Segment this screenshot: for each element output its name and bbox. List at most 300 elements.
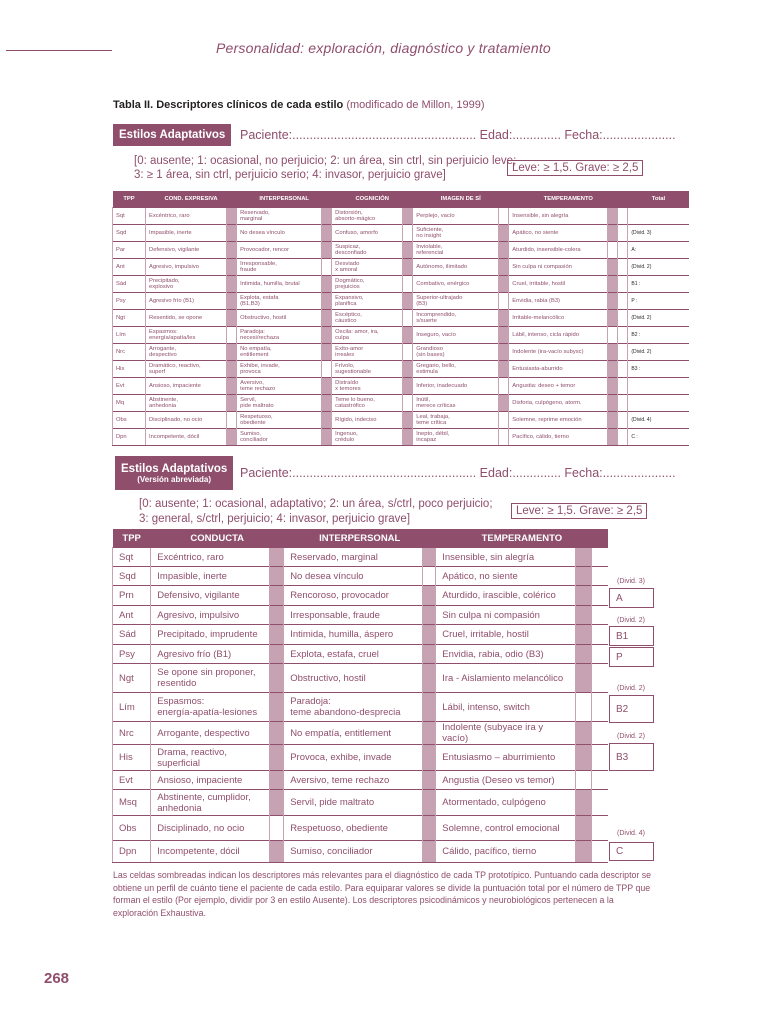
score-cell[interactable] bbox=[618, 208, 628, 225]
tpp-cell: Ant bbox=[113, 606, 151, 625]
descriptor-cell: Provoca, exhibe, invade bbox=[284, 745, 423, 771]
score-cell[interactable] bbox=[270, 645, 284, 664]
score-cell[interactable] bbox=[576, 606, 592, 625]
table-row bbox=[113, 327, 690, 344]
score-cell[interactable] bbox=[270, 567, 284, 586]
descriptor-cell: Aversivo, teme rechazo bbox=[237, 378, 322, 395]
page-number: 268 bbox=[44, 970, 70, 987]
table-row bbox=[113, 586, 609, 606]
score-cell[interactable] bbox=[608, 276, 618, 293]
descriptor-cell: Drama, reactivo, superficial bbox=[151, 745, 270, 771]
score-cell[interactable] bbox=[322, 310, 332, 327]
descriptor-cell: Envidia, rabia, odio (B3) bbox=[436, 645, 576, 664]
score-cell[interactable] bbox=[403, 378, 413, 395]
descriptor-cell: Inseguro, vacío bbox=[413, 327, 499, 344]
score-cell[interactable] bbox=[499, 293, 509, 310]
descriptor-cell: No desea vínculo bbox=[284, 567, 423, 586]
score-cell[interactable] bbox=[423, 625, 436, 645]
score-cell[interactable] bbox=[618, 327, 628, 344]
score-cell[interactable] bbox=[608, 412, 618, 429]
section2-table bbox=[112, 529, 608, 863]
descriptor-cell: Ansioso, impaciente bbox=[146, 378, 227, 395]
score-cell[interactable] bbox=[403, 412, 413, 429]
section2-scale-text bbox=[139, 497, 493, 527]
score-cell[interactable] bbox=[592, 693, 608, 722]
score-cell[interactable] bbox=[592, 548, 608, 567]
descriptor-cell: Exito-amor irreales bbox=[332, 344, 403, 361]
divisor-label: (Divid. 4) bbox=[617, 830, 646, 837]
section2-table-header bbox=[113, 529, 609, 548]
tpp-cell: Evt bbox=[113, 378, 146, 395]
score-cell[interactable] bbox=[608, 429, 618, 446]
score-cell[interactable] bbox=[618, 395, 628, 412]
total-cell: (Divid. 3) bbox=[628, 225, 689, 242]
score-cell[interactable] bbox=[227, 429, 237, 446]
table-row bbox=[113, 310, 690, 327]
total-cell: P : bbox=[628, 293, 689, 310]
score-cell[interactable] bbox=[227, 310, 237, 327]
score-cell[interactable] bbox=[576, 586, 592, 606]
tpp-cell: Sqt bbox=[113, 548, 151, 567]
descriptor-cell: Inferior, inadecuado bbox=[413, 378, 499, 395]
score-cell[interactable] bbox=[499, 208, 509, 225]
table-row bbox=[113, 293, 690, 310]
score-cell[interactable] bbox=[618, 225, 628, 242]
table-row bbox=[113, 378, 690, 395]
score-cell[interactable] bbox=[270, 606, 284, 625]
score-cell[interactable] bbox=[499, 327, 509, 344]
descriptor-cell: Cruel, irritable, hostil bbox=[436, 625, 576, 645]
col-total: Total bbox=[628, 191, 689, 208]
col2-tpp: TPP bbox=[113, 529, 151, 548]
descriptor-cell: Disciplinado, no ocio bbox=[146, 412, 227, 429]
descriptor-cell: Se opone sin proponer, resentido bbox=[151, 664, 270, 693]
score-cell[interactable] bbox=[403, 276, 413, 293]
score-cell[interactable] bbox=[423, 816, 436, 841]
score-cell[interactable] bbox=[227, 276, 237, 293]
score-cell[interactable] bbox=[423, 567, 436, 586]
total-cell: C : bbox=[628, 429, 689, 446]
table-title-note: (modificado de Millon, 1999) bbox=[346, 99, 485, 111]
descriptor-cell: Sumiso, conciliador bbox=[237, 429, 322, 446]
score-cell[interactable] bbox=[227, 293, 237, 310]
col2-conducta: CONDUCTA bbox=[151, 529, 284, 548]
descriptor-cell: Impasible, inerte bbox=[151, 567, 270, 586]
score-cell[interactable] bbox=[403, 429, 413, 446]
col-cond-expresiva: COND. EXPRESIVA bbox=[146, 191, 237, 208]
score-cell[interactable] bbox=[576, 722, 592, 745]
score-cell[interactable] bbox=[322, 242, 332, 259]
descriptor-cell: Paradoja: necesi/rechaza bbox=[237, 327, 322, 344]
score-cell[interactable] bbox=[608, 361, 618, 378]
descriptor-cell: Arrogante, despectivo bbox=[146, 344, 227, 361]
score-cell[interactable] bbox=[608, 242, 618, 259]
score-cell[interactable] bbox=[403, 395, 413, 412]
table-row bbox=[113, 567, 609, 586]
score-cell[interactable] bbox=[270, 722, 284, 745]
descriptor-cell: Abstinente, cumplidor, anhedonia bbox=[151, 790, 270, 816]
table-row bbox=[113, 548, 609, 567]
tpp-cell: Psy bbox=[113, 293, 146, 310]
descriptor-cell: Defensivo, vigilante bbox=[151, 586, 270, 606]
descriptor-cell: Excéntrico, raro bbox=[146, 208, 227, 225]
score-cell[interactable] bbox=[423, 745, 436, 771]
score-cell[interactable] bbox=[618, 344, 628, 361]
descriptor-cell: Paradoja: teme abandono-desprecia bbox=[284, 693, 423, 722]
table-row bbox=[113, 606, 609, 625]
score-cell[interactable] bbox=[270, 771, 284, 790]
descriptor-cell: Insensible, sin alegría bbox=[509, 208, 608, 225]
tpp-cell: Ant bbox=[113, 259, 146, 276]
score-cell[interactable] bbox=[618, 242, 628, 259]
score-cell[interactable] bbox=[576, 664, 592, 693]
score-cell[interactable] bbox=[499, 276, 509, 293]
score-cell[interactable] bbox=[227, 344, 237, 361]
score-cell[interactable] bbox=[592, 645, 608, 664]
score-cell[interactable] bbox=[322, 361, 332, 378]
descriptor-cell: Gregario, bello, estimula bbox=[413, 361, 499, 378]
descriptor-cell: Indolente (ira-vacío subysc) bbox=[509, 344, 608, 361]
descriptor-cell: Ansioso, impaciente bbox=[151, 771, 270, 790]
score-cell[interactable] bbox=[592, 722, 608, 745]
score-cell[interactable] bbox=[592, 841, 608, 863]
score-cell[interactable] bbox=[608, 378, 618, 395]
descriptor-cell: Explota, estafa (B1,B3) bbox=[237, 293, 322, 310]
col-cognicion: COGNICIÓN bbox=[332, 191, 413, 208]
tpp-cell: Sqt bbox=[113, 208, 146, 225]
tpp-cell: Ngt bbox=[113, 664, 151, 693]
col2-temperamento: TEMPERAMENTO bbox=[436, 529, 608, 548]
score-cell[interactable] bbox=[270, 693, 284, 722]
table-row bbox=[113, 816, 609, 841]
tpp-cell: Ngt bbox=[113, 310, 146, 327]
score-cell[interactable] bbox=[592, 625, 608, 645]
score-cell[interactable] bbox=[322, 429, 332, 446]
descriptor-cell: Suspicaz, desconfiado bbox=[332, 242, 403, 259]
score-cell[interactable] bbox=[608, 259, 618, 276]
score-cell[interactable] bbox=[227, 208, 237, 225]
descriptor-cell: Aturdido, insensible-colera bbox=[509, 242, 608, 259]
descriptor-cell: Cálido, pacífico, tierno bbox=[436, 841, 576, 863]
score-cell[interactable] bbox=[618, 429, 628, 446]
table-row bbox=[113, 771, 609, 790]
descriptor-cell: Disforia, culpógeno, atorm. bbox=[509, 395, 608, 412]
total-cell bbox=[628, 378, 689, 395]
score-cell[interactable] bbox=[576, 841, 592, 863]
table-row bbox=[113, 693, 609, 722]
score-cell[interactable] bbox=[403, 225, 413, 242]
descriptor-cell: Lábil, intenso, switch bbox=[436, 693, 576, 722]
score-cell[interactable] bbox=[322, 276, 332, 293]
descriptor-cell: Provocador, rencor bbox=[237, 242, 322, 259]
score-cell[interactable] bbox=[227, 412, 237, 429]
divisor-label: (Divid. 2) bbox=[617, 617, 646, 624]
score-cell[interactable] bbox=[270, 841, 284, 863]
score-cell[interactable] bbox=[618, 259, 628, 276]
descriptor-cell: Oscila: amor, ira, culpa bbox=[332, 327, 403, 344]
score-cell[interactable] bbox=[592, 664, 608, 693]
score-cell[interactable] bbox=[322, 344, 332, 361]
score-cell[interactable] bbox=[608, 327, 618, 344]
score-cell[interactable] bbox=[423, 841, 436, 863]
descriptor-cell: Disciplinado, no ocio bbox=[151, 816, 270, 841]
descriptor-cell: Obstructivo, hostil bbox=[237, 310, 322, 327]
descriptor-cell: Inviolable, referencial bbox=[413, 242, 499, 259]
descriptor-cell: Suficiente, no insight bbox=[413, 225, 499, 242]
descriptor-cell: Lábil, intenso, cicla rápido bbox=[509, 327, 608, 344]
table-row bbox=[113, 208, 690, 225]
descriptor-cell: Intimida, humilla, áspero bbox=[284, 625, 423, 645]
table-row bbox=[113, 412, 690, 429]
score-cell[interactable] bbox=[592, 816, 608, 841]
score-cell[interactable] bbox=[227, 225, 237, 242]
score-cell[interactable] bbox=[618, 378, 628, 395]
score-cell[interactable] bbox=[576, 693, 592, 722]
descriptor-cell: Exhibe, invade, provoca bbox=[237, 361, 322, 378]
section1-scale-line1: [0: ausente; 1: ocasional, no perjuicio; 2: un área, sin ctrl, sin perjuicio leve; bbox=[134, 155, 517, 167]
section2-scale-line1: [0: ausente; 1: ocasional, adaptativo; 2: un área, s/ctrl, poco perjuicio; bbox=[139, 498, 493, 510]
descriptor-cell: Incompetente, dócil bbox=[151, 841, 270, 863]
score-cell[interactable] bbox=[322, 293, 332, 310]
descriptor-cell: Excéntrico, raro bbox=[151, 548, 270, 567]
descriptor-cell: Teme lo bueno, catastrófico bbox=[332, 395, 403, 412]
descriptor-cell: Agresivo frío (B1) bbox=[151, 645, 270, 664]
score-cell[interactable] bbox=[499, 378, 509, 395]
score-cell[interactable] bbox=[403, 242, 413, 259]
tpp-cell: Psy bbox=[113, 645, 151, 664]
score-cell[interactable] bbox=[227, 395, 237, 412]
descriptor-cell: Reservado, marginal bbox=[284, 548, 423, 567]
score-cell[interactable] bbox=[576, 645, 592, 664]
descriptor-cell: Distraído x temores bbox=[332, 378, 403, 395]
col2-interpersonal: INTERPERSONAL bbox=[284, 529, 436, 548]
total-cell bbox=[628, 208, 689, 225]
score-cell[interactable] bbox=[403, 208, 413, 225]
score-cell[interactable] bbox=[270, 816, 284, 841]
descriptor-cell: Sin culpa ni compasión bbox=[436, 606, 576, 625]
total-cell: (Divid. 2) bbox=[628, 259, 689, 276]
score-cell[interactable] bbox=[499, 344, 509, 361]
score-cell[interactable] bbox=[403, 344, 413, 361]
tpp-cell: Lím bbox=[113, 693, 151, 722]
score-cell[interactable] bbox=[423, 606, 436, 625]
descriptor-cell: Inútil, merece críticas bbox=[413, 395, 499, 412]
score-cell[interactable] bbox=[270, 664, 284, 693]
score-cell[interactable] bbox=[423, 548, 436, 567]
tpp-cell: Dpn bbox=[113, 841, 151, 863]
descriptor-cell: Aversivo, teme rechazo bbox=[284, 771, 423, 790]
score-cell[interactable] bbox=[499, 412, 509, 429]
score-cell[interactable] bbox=[576, 625, 592, 645]
descriptor-cell: Irresponsable, fraude bbox=[284, 606, 423, 625]
section1-threshold-box: Leve: ≥ 1,5. Grave: ≥ 2,5 bbox=[507, 160, 643, 176]
total-cell: B3 : bbox=[628, 361, 689, 378]
score-cell[interactable] bbox=[270, 790, 284, 816]
table-title-text: Tabla II. Descriptores clínicos de cada estilo bbox=[113, 99, 344, 111]
score-cell[interactable] bbox=[227, 259, 237, 276]
score-cell[interactable] bbox=[608, 293, 618, 310]
score-box-b2: B2 bbox=[609, 695, 654, 723]
score-cell[interactable] bbox=[499, 259, 509, 276]
score-cell[interactable] bbox=[227, 242, 237, 259]
section2-scale-line2: 3: general, s/ctrl, perjuicio; 4: invasor, perjuicio grave] bbox=[139, 513, 411, 525]
tpp-cell: Sád bbox=[113, 276, 146, 293]
table-row bbox=[113, 664, 609, 693]
score-cell[interactable] bbox=[576, 548, 592, 567]
score-cell[interactable] bbox=[608, 395, 618, 412]
tpp-cell: Msq bbox=[113, 790, 151, 816]
descriptor-cell: Sumiso, conciliador bbox=[284, 841, 423, 863]
descriptor-cell: Agresivo, impulsivo bbox=[151, 606, 270, 625]
score-box-b3: B3 bbox=[609, 743, 654, 771]
score-cell[interactable] bbox=[592, 771, 608, 790]
score-cell[interactable] bbox=[322, 327, 332, 344]
score-cell[interactable] bbox=[499, 395, 509, 412]
score-cell[interactable] bbox=[592, 567, 608, 586]
descriptor-cell: Entusiasta-aburrido bbox=[509, 361, 608, 378]
descriptor-cell: Confuso, amorfo bbox=[332, 225, 403, 242]
score-cell[interactable] bbox=[608, 225, 618, 242]
score-cell[interactable] bbox=[499, 225, 509, 242]
score-cell[interactable] bbox=[608, 310, 618, 327]
score-cell[interactable] bbox=[423, 664, 436, 693]
score-cell[interactable] bbox=[423, 722, 436, 745]
descriptor-cell: Resentido, se opone bbox=[146, 310, 227, 327]
descriptor-cell: Arrogante, despectivo bbox=[151, 722, 270, 745]
score-cell[interactable] bbox=[592, 745, 608, 771]
divisor-label: (Divid. 3) bbox=[617, 578, 646, 585]
score-cell[interactable] bbox=[403, 259, 413, 276]
score-cell[interactable] bbox=[403, 361, 413, 378]
score-cell[interactable] bbox=[618, 276, 628, 293]
score-cell[interactable] bbox=[270, 745, 284, 771]
col-interpersonal: INTERPERSONAL bbox=[237, 191, 332, 208]
tpp-cell: His bbox=[113, 361, 146, 378]
score-cell[interactable] bbox=[499, 242, 509, 259]
score-cell[interactable] bbox=[227, 327, 237, 344]
score-cell[interactable] bbox=[403, 293, 413, 310]
descriptor-cell: Frívolo, sugestionable bbox=[332, 361, 403, 378]
descriptor-cell: Ira - Aislamiento melancólico bbox=[436, 664, 576, 693]
score-cell[interactable] bbox=[423, 645, 436, 664]
score-cell[interactable] bbox=[576, 745, 592, 771]
running-head: Personalidad: exploración, diagnóstico y tratamiento bbox=[216, 40, 551, 56]
total-cell bbox=[628, 395, 689, 412]
score-cell[interactable] bbox=[322, 395, 332, 412]
table-row bbox=[113, 344, 690, 361]
score-cell[interactable] bbox=[499, 429, 509, 446]
descriptor-cell: Cruel, irritable, hostil bbox=[509, 276, 608, 293]
section1-table bbox=[112, 191, 689, 446]
descriptor-cell: Indolente (subyace ira y vacío) bbox=[436, 722, 576, 745]
score-cell[interactable] bbox=[227, 361, 237, 378]
table-row bbox=[113, 225, 690, 242]
tpp-cell: Evt bbox=[113, 771, 151, 790]
score-cell[interactable] bbox=[592, 790, 608, 816]
descriptor-cell: Intimida, humilla, brutal bbox=[237, 276, 322, 293]
score-cell[interactable] bbox=[576, 771, 592, 790]
descriptor-cell: Aturdido, irascible, colérico bbox=[436, 586, 576, 606]
table-title bbox=[113, 99, 485, 111]
tpp-cell: Mq bbox=[113, 395, 146, 412]
score-cell[interactable] bbox=[576, 816, 592, 841]
table-row bbox=[113, 395, 690, 412]
table-row bbox=[113, 361, 690, 378]
tpp-cell: Nrc bbox=[113, 344, 146, 361]
score-cell[interactable] bbox=[608, 208, 618, 225]
descriptor-cell: Autónomo, ilimitado bbox=[413, 259, 499, 276]
score-cell[interactable] bbox=[423, 586, 436, 606]
section1-badge-label: Estilos Adaptativos bbox=[119, 129, 226, 141]
descriptor-cell: Ingenuo, crédulo bbox=[332, 429, 403, 446]
descriptor-cell: Inepto, débil, incapaz bbox=[413, 429, 499, 446]
score-cell[interactable] bbox=[423, 790, 436, 816]
score-cell[interactable] bbox=[322, 225, 332, 242]
descriptor-cell: Pacífico, cálido, tierno bbox=[509, 429, 608, 446]
table-row bbox=[113, 745, 609, 771]
score-cell[interactable] bbox=[322, 412, 332, 429]
descriptor-cell: Solemne, reprime emoción bbox=[509, 412, 608, 429]
score-cell[interactable] bbox=[618, 310, 628, 327]
section2-patient-line: Paciente:..................................................... Edad:.............. Fecha:..................... bbox=[240, 466, 676, 480]
score-cell[interactable] bbox=[322, 378, 332, 395]
tpp-cell: Sqd bbox=[113, 567, 151, 586]
score-cell[interactable] bbox=[403, 327, 413, 344]
tpp-cell: Nrc bbox=[113, 722, 151, 745]
score-cell[interactable] bbox=[618, 293, 628, 310]
section1-scale-text bbox=[134, 154, 516, 182]
descriptor-cell: Superior-ultrajado (B3) bbox=[413, 293, 499, 310]
total-cell: (Divid. 4) bbox=[628, 412, 689, 429]
descriptor-cell: Angustia (Deseo vs temor) bbox=[436, 771, 576, 790]
divisor-label: (Divid. 2) bbox=[617, 733, 646, 740]
table-row bbox=[113, 276, 690, 293]
score-cell[interactable] bbox=[592, 586, 608, 606]
descriptor-cell: Servil, pide maltrato bbox=[284, 790, 423, 816]
descriptor-cell: Reservado, marginal bbox=[237, 208, 322, 225]
score-cell[interactable] bbox=[403, 310, 413, 327]
score-cell[interactable] bbox=[618, 412, 628, 429]
table-row bbox=[113, 625, 609, 645]
section2-badge-label: Estilos Adaptativos bbox=[121, 462, 228, 475]
descriptor-cell: Combativo, enérgico bbox=[413, 276, 499, 293]
score-cell[interactable] bbox=[608, 344, 618, 361]
descriptor-cell: Abstinente, anhedonia bbox=[146, 395, 227, 412]
score-cell[interactable] bbox=[576, 567, 592, 586]
score-cell[interactable] bbox=[227, 378, 237, 395]
score-cell[interactable] bbox=[270, 586, 284, 606]
descriptor-cell: No empatía, entitlement bbox=[237, 344, 322, 361]
score-cell[interactable] bbox=[322, 208, 332, 225]
col-imagen-de-si: IMAGEN DE SÍ bbox=[413, 191, 509, 208]
score-cell[interactable] bbox=[322, 259, 332, 276]
descriptor-cell: Perplejo, vacío bbox=[413, 208, 499, 225]
score-cell[interactable] bbox=[499, 310, 509, 327]
descriptor-cell: Entusiasmo – aburrimiento bbox=[436, 745, 576, 771]
descriptor-cell: Incomprendido, s/suerte bbox=[413, 310, 499, 327]
descriptor-cell: Leal, trabaja, teme crítica bbox=[413, 412, 499, 429]
score-cell[interactable] bbox=[576, 790, 592, 816]
score-cell[interactable] bbox=[270, 548, 284, 567]
score-box-a: A bbox=[609, 588, 654, 608]
score-cell[interactable] bbox=[270, 625, 284, 645]
score-cell[interactable] bbox=[592, 606, 608, 625]
score-cell[interactable] bbox=[423, 693, 436, 722]
score-cell[interactable] bbox=[499, 361, 509, 378]
tpp-cell: Obs bbox=[113, 816, 151, 841]
score-cell[interactable] bbox=[423, 771, 436, 790]
score-cell[interactable] bbox=[618, 361, 628, 378]
